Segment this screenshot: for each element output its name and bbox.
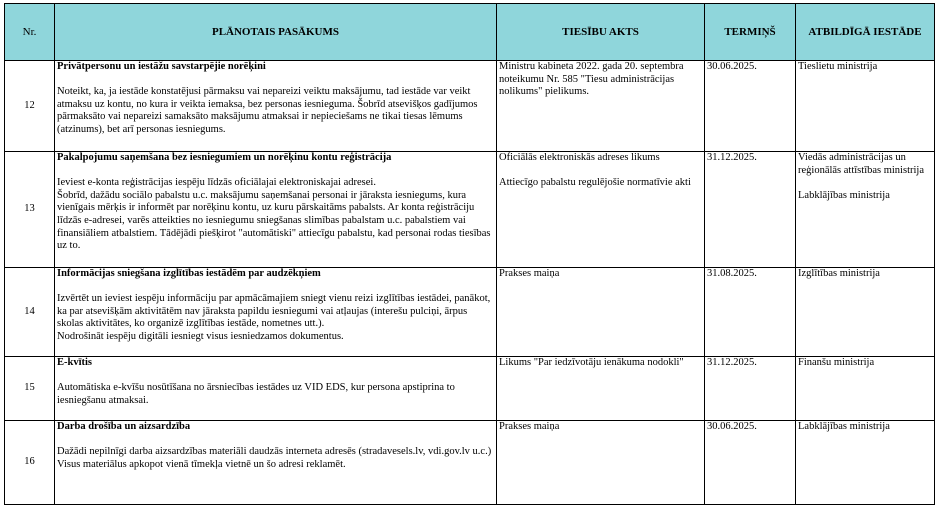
responsible-institution: Labklājības ministrija: [798, 189, 890, 201]
action-plan-table: [4, 3, 935, 505]
measure-title: E-kvītis: [57, 357, 93, 368]
header-nr: Nr.: [5, 4, 55, 61]
table-row: [5, 421, 935, 505]
header-term: TERMIŅŠ: [705, 4, 796, 61]
row-number: 15: [5, 357, 55, 421]
header-measure: PLĀNOTAIS PASĀKUMS: [55, 4, 497, 61]
table-row: [5, 152, 935, 268]
measure-title: Informācijas sniegšana izglītības iestādēm par audzēkņiem: [57, 268, 321, 279]
responsible-cell: [796, 152, 935, 268]
term-cell: 31.08.2025.: [705, 268, 796, 357]
measure-cell: [55, 152, 497, 268]
legal-act-cell: [497, 152, 705, 268]
header-legal-act: TIESĪBU AKTS: [497, 4, 705, 61]
measure-cell: [55, 61, 497, 152]
responsible-cell: [796, 357, 935, 421]
measure-description: Visus materiālus apkopot vienā tīmekļa vietnē un šo adresi reklamēt.: [57, 458, 346, 470]
legal-act: Prakses maiņa: [499, 268, 560, 279]
measure-description: Noteikt, ka, ja iestāde konstatējusi pārmaksu vai nepareizi veiktu maksājumu, tad iestāde var veikt atmaksu uz kontu, no kura ir veikta iemaksa, bez personas iesnieguma. Šobrīd atsevišķos gadījumos pārmaksāto vai nepareizi samaksāto maksājumu atmaksai ir nepieciešams ne tikai tiesas lēmums (atzinums), bet arī personas iesniegums.: [57, 86, 478, 135]
responsible-institution: Labklājības ministrija: [798, 421, 890, 432]
legal-act: Likums "Par iedzīvotāju ienākuma nodokli": [499, 357, 684, 368]
measure-description: Ieviest e-konta reģistrācijas iespēju līdzās oficiālajai elektroniskajai adresei.: [57, 177, 376, 189]
row-number: 12: [5, 61, 55, 152]
measure-title: Darba drošība un aizsardzība: [57, 421, 191, 432]
measure-title: Pakalpojumu saņemšana bez iesniegumiem un norēķinu kontu reģistrācija: [57, 152, 392, 163]
legal-act: Ministru kabineta 2022. gada 20. septembra noteikumu Nr. 585 "Tiesu administrācijas nolikums" pielikums.: [499, 61, 684, 98]
measure-cell: [55, 268, 497, 357]
legal-act: Prakses maiņa: [499, 421, 560, 432]
responsible-institution: Izglītības ministrija: [798, 268, 880, 279]
action-plan-table-wrapper: [4, 3, 934, 505]
legal-act-cell: [497, 268, 705, 357]
measure-description: Automātiska e-kvīšu nosūtīšana no ārsniecības iestādes uz VID EDS, kur persona apstiprina to iesniegšanu atmaksai.: [57, 382, 455, 406]
responsible-institution: Viedās administrācijas un reģionālās attīstības ministrija: [798, 152, 924, 176]
measure-title: Privātpersonu un iestāžu savstarpējie norēķini: [57, 61, 266, 72]
legal-act: Attiecīgo pabalstu regulējošie normatīvie akti: [499, 177, 691, 189]
header-row: [5, 4, 935, 61]
responsible-cell: [796, 268, 935, 357]
measure-cell: [55, 357, 497, 421]
term-cell: 30.06.2025.: [705, 421, 796, 505]
table-row: [5, 268, 935, 357]
row-number: 14: [5, 268, 55, 357]
legal-act-cell: [497, 421, 705, 505]
responsible-institution: Finanšu ministrija: [798, 357, 875, 368]
term-cell: 30.06.2025.: [705, 61, 796, 152]
measure-cell: [55, 421, 497, 505]
row-number: 16: [5, 421, 55, 505]
table-row: [5, 357, 935, 421]
legal-act-cell: [497, 357, 705, 421]
row-number: 13: [5, 152, 55, 268]
measure-description: Šobrīd, dažādu sociālo pabalstu u.c. maksājumu saņemšanai personai ir jāraksta iesniegums, kura vienīgais mērķis ir informēt par norēķinu kontu, uz kuru pārskaitāms pabalsts. Ar konta reģistrāciju līdzās e-adresei, varēs atteikties no iesniegumu sniegšanas slimības pabalstam u.c. pabalstiem vai finansiāliem atbalstiem. Tādējādi piešķirot "automātiski" attiecīgu pabalstu, kad personai rodas tiesības uz to.: [57, 189, 491, 252]
responsible-cell: [796, 61, 935, 152]
term-cell: 31.12.2025.: [705, 357, 796, 421]
measure-description: Nodrošināt iespēju digitāli iesniegt visus iesniedzamos dokumentus.: [57, 330, 344, 342]
measure-description: Izvērtēt un ieviest iespēju informāciju par apmācāmajiem sniegt vienu reizi izglītības iestādei, panākot, ka par atsevišķām aktivitātēm nav jāraksta papildu iesniegumi vai atļaujas (interešu pulciņi, ārpus skolas aktivitātes, ko organizē izglītības iestāde, nometnes utt.).: [57, 293, 491, 330]
responsible-cell: [796, 421, 935, 505]
measure-description: Dažādi nepilnīgi darba aizsardzības materiāli daudzās interneta adresēs (stradavesels.lv, vdi.gov.lv u.c.): [57, 446, 492, 458]
responsible-institution: Tieslietu ministrija: [798, 61, 878, 72]
term-cell: 31.12.2025.: [705, 152, 796, 268]
legal-act-cell: [497, 61, 705, 152]
header-responsible: ATBILDĪGĀ IESTĀDE: [796, 4, 935, 61]
legal-act: Oficiālās elektroniskās adreses likums: [499, 152, 660, 163]
table-row: [5, 61, 935, 152]
